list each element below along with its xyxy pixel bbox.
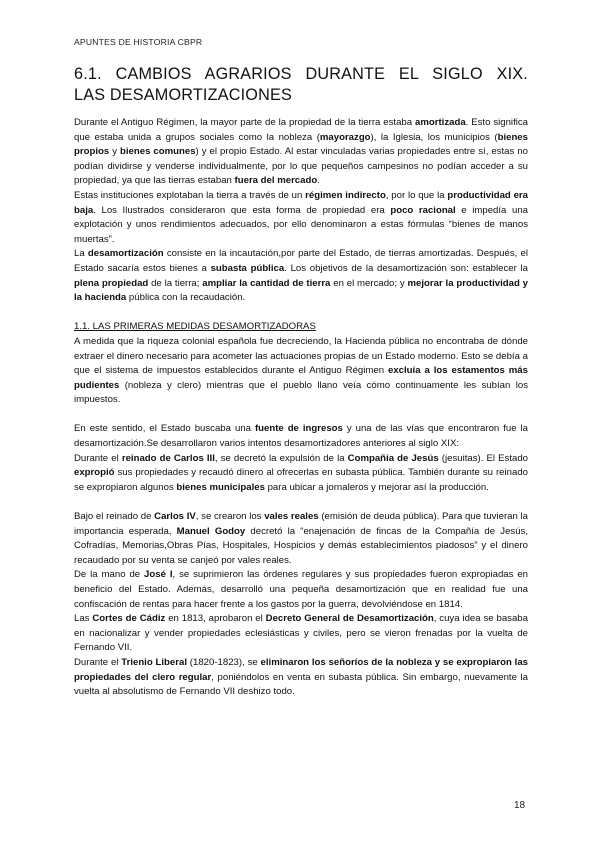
page-number: 18: [514, 800, 526, 811]
running-header: APUNTES DE HISTORIA CBPR: [74, 37, 203, 47]
paragraph-jose-i: De la mano de José I, se suprimieron las órdenes regulares y sus propiedades fueron expropiadas en beneficio del Estado. Además, desarrolló una pequeña desamortización que en realidad fue una confiscación de rentas para hacer frente a los gastos por la guerra, devolviéndose en 1814.: [74, 569, 529, 610]
paragraph-trienio-liberal: Durante el Trienio Liberal (1820-1823), se eliminaron los señoríos de la nobleza y se expropiaron las propiedades del clero regular, poniéndolos en venta en subasta pública. Sin embargo, nuevamente la vuelta al absolutismo de Fernando VII deshizo todo.: [74, 656, 529, 698]
chapter-heading: [74, 64, 528, 106]
paragraph-regimen-indirecto: Estas instituciones explotaban la tierra a través de un régimen indirecto, por lo que la productividad era baja. Los Ilustrados consideraron que esta forma de propiedad era poco racional e impedía una explotación y unos rendimientos adecuados, por ello denominaron a estas fórmulas “bienes de manos muertas”.: [74, 189, 529, 245]
paragraph-cortes-cadiz: Las Cortes de Cádiz en 1813, aprobaron el Decreto General de Desamortización, cuya idea se basaba en nacionalizar y vender propiedades eclesiásticas y civiles, pero se vieron frenadas por la vuelta de Fernando VII.: [74, 613, 528, 654]
body-text: [74, 116, 528, 700]
paragraph-carlos-iv: Bajo el reinado de Carlos IV, se crearon los vales reales (emisión de deuda pública). Para que tuvieran la importancia esperada, Manuel Godoy decretó la “enajenación de fincas de la Compañía de Jesús, Cofradías, Memorias,Obras Pías, Hospitales, Hospicios y demás establecimientos piadosos” y el dinero recaudado por su venta se canjeó por vales reales.: [74, 511, 529, 566]
paragraph-hacienda: A medida que la riqueza colonial española fue decreciendo, la Hacienda pública no encontraba de dónde extraer el dinero necesario para acometer las actuaciones propias de un Estado moderno. Esto se debía a que el sistema de impuestos establecidos durante el Antiguo Régimen excluía a los estamentos más pudientes (nobleza y clero) mientras que el pueblo llano veía cómo continuamente les subían los impuestos.: [74, 335, 528, 406]
heading-line-2: LAS DESAMORTIZACIONES: [74, 86, 292, 104]
section-subheading: 1.1. LAS PRIMERAS MEDIDAS DESAMORTIZADORAS: [74, 321, 316, 333]
paragraph-amortizacion: Durante el Antiguo Régimen, la mayor parte de la propiedad de la tierra estaba amortizada. Esto significa que estaba unida a grupos sociales como la nobleza (mayorazgo), la Iglesia, los municipios (bienes propios y bienes comunes) y el propio Estado. Al estar vinculadas varias propiedades entre sí, estas no podían dividirse y venderse individualmente, por lo que pequeños campesinos no podían acceder a su propiedad, ya que las tierras estaban fuera del mercado.: [74, 117, 528, 187]
paragraph-desamortizacion: La desamortización consiste en la incautación,por parte del Estado, de tierras amortizadas. Después, el Estado sacaría estos bienes a subasta pública. Los objetivos de la desamortización son: establecer la plena propiedad de la tierra; ampliar la cantidad de tierra en el mercado; y mejorar la productividad y la hacienda pública con la recaudación.: [74, 248, 528, 304]
paragraph-carlos-iii: Durante el reinado de Carlos III, se decretó la expulsión de la Compañía de Jesús (jesuitas). El Estado expropió sus propiedades y recaudó dinero al ofrecerlas en subasta pública. También durante su reinado se expropiaron algunos bienes municipales para ubicar a jornaleros y mejorar así la producción.: [74, 452, 529, 493]
heading-line-1: 6.1. CAMBIOS AGRARIOS DURANTE EL SIGLO XIX.: [74, 65, 528, 83]
paragraph-fuente-ingresos: En este sentido, el Estado buscaba una fuente de ingresos y una de las vías que encontraron fue la desamortización.Se desarrollaron varios intentos desamortizadores anteriores al siglo XIX:: [74, 423, 528, 450]
